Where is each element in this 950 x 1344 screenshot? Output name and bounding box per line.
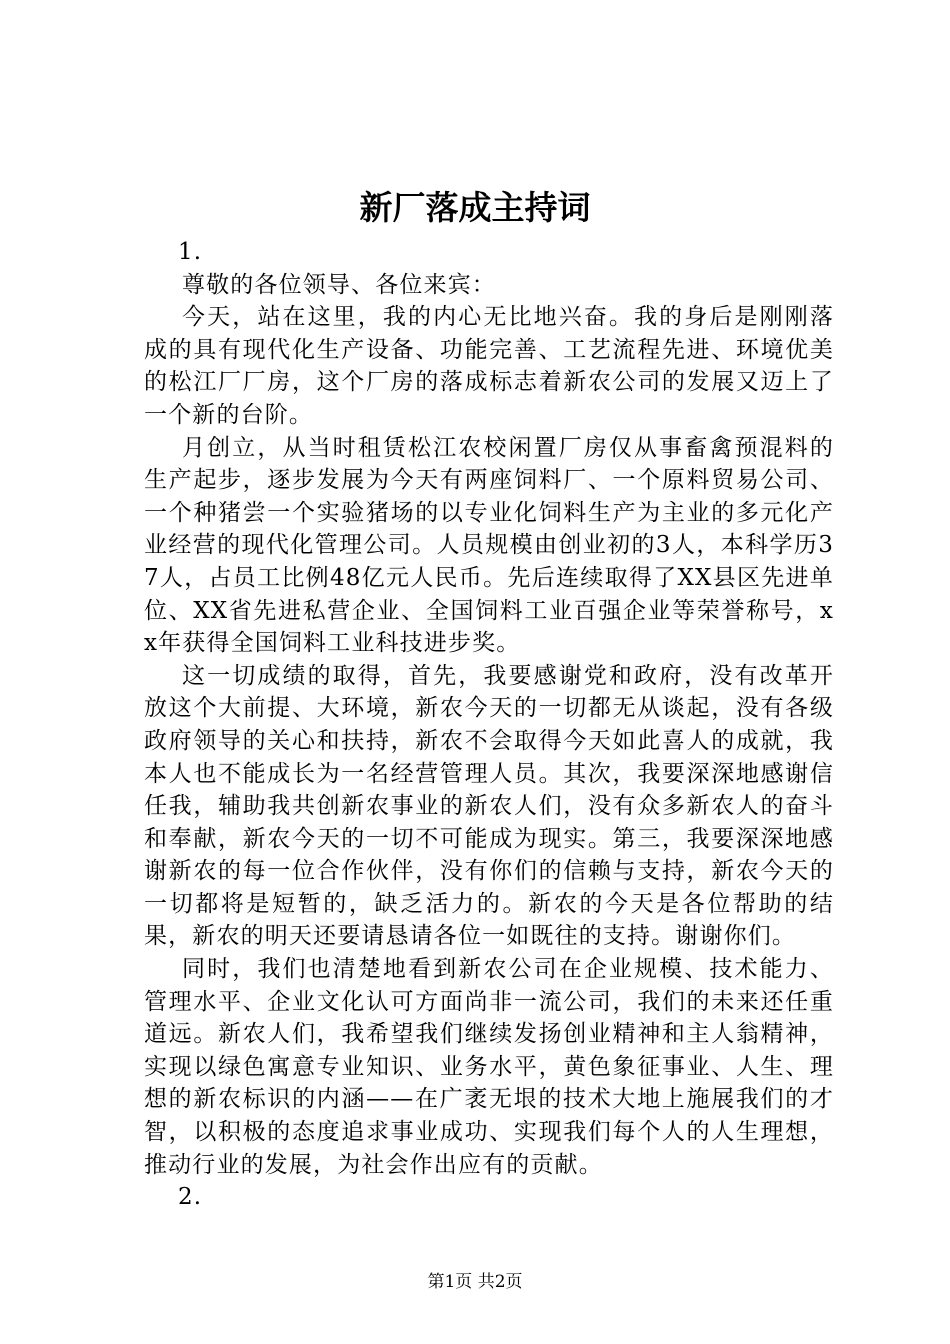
section-number-1: 1. xyxy=(178,239,203,265)
document-body xyxy=(144,236,834,1214)
paragraph-3: 这一切成绩的取得，首先，我要感谢党和政府，没有改革开放这个大前提、大环境，新农今天的一切都无从谈起，没有各级政府领导的关心和扶持，新农不会取得今天如此喜人的成就，我本人也不能成长为一名经营管理人员。其次，我要深深地感谢信任我，辅助我共创新农事业的新农人们，没有众多新农人的奋斗和奉献，新农今天的一切不可能成为现实。第三，我要深深地感谢新农的每一位合作伙伴，没有你们的信赖与支持，新农今天的一切都将是短暂的，缺乏活力的。新农的今天是各位帮助的结果，新农的明天还要请恳请各位一如既往的支持。谢谢你们。 xyxy=(144,662,834,950)
greeting: 尊敬的各位领导、各位来宾： xyxy=(182,271,496,298)
paragraph-4: 同时，我们也清楚地看到新农公司在企业规模、技术能力、管理水平、企业文化认可方面尚非一流公司，我们的未来还任重道远。新农人们，我希望我们继续发扬创业精神和主人翁精神，实现以绿色寓意专业知识、业务水平，黄色象征事业、人生、理想的新农标识的内涵——在广袤无垠的技术大地上施展我们的才智，以积极的态度追求事业成功、实现我们每个人的人生理想，推动行业的发展，为社会作出应有的贡献。 xyxy=(144,956,834,1178)
paragraph-2: 月创立，从当时租赁松江农校闲置厂房仅从事畜禽预混料的生产起步，逐步发展为今天有两座饲料厂、一个原料贸易公司、一个种猪尝一个实验猪场的以专业化饲料生产为主业的多元化产业经营的现代化管理公司。人员规模由创业初的3人，本科学历37人，占员工比例48亿元人民币。先后连续取得了XX县区先进单位、XX省先进私营企业、全国饲料工业百强企业等荣誉称号，xx年获得全国饲料工业科技进步奖。 xyxy=(144,434,834,657)
page-footer: 第1页 共2页 xyxy=(427,1272,523,1292)
document-title: 新厂落成主持词 xyxy=(359,188,591,227)
section-number-2: 2. xyxy=(178,1184,203,1211)
paragraph-1: 今天，站在这里，我的内心无比地兴奋。我的身后是刚刚落成的具有现代化生产设备、功能完善、工艺流程先进、环境优美的松江厂厂房，这个厂房的落成标志着新农公司的发展又迈上了一个新的台阶。 xyxy=(144,304,834,428)
